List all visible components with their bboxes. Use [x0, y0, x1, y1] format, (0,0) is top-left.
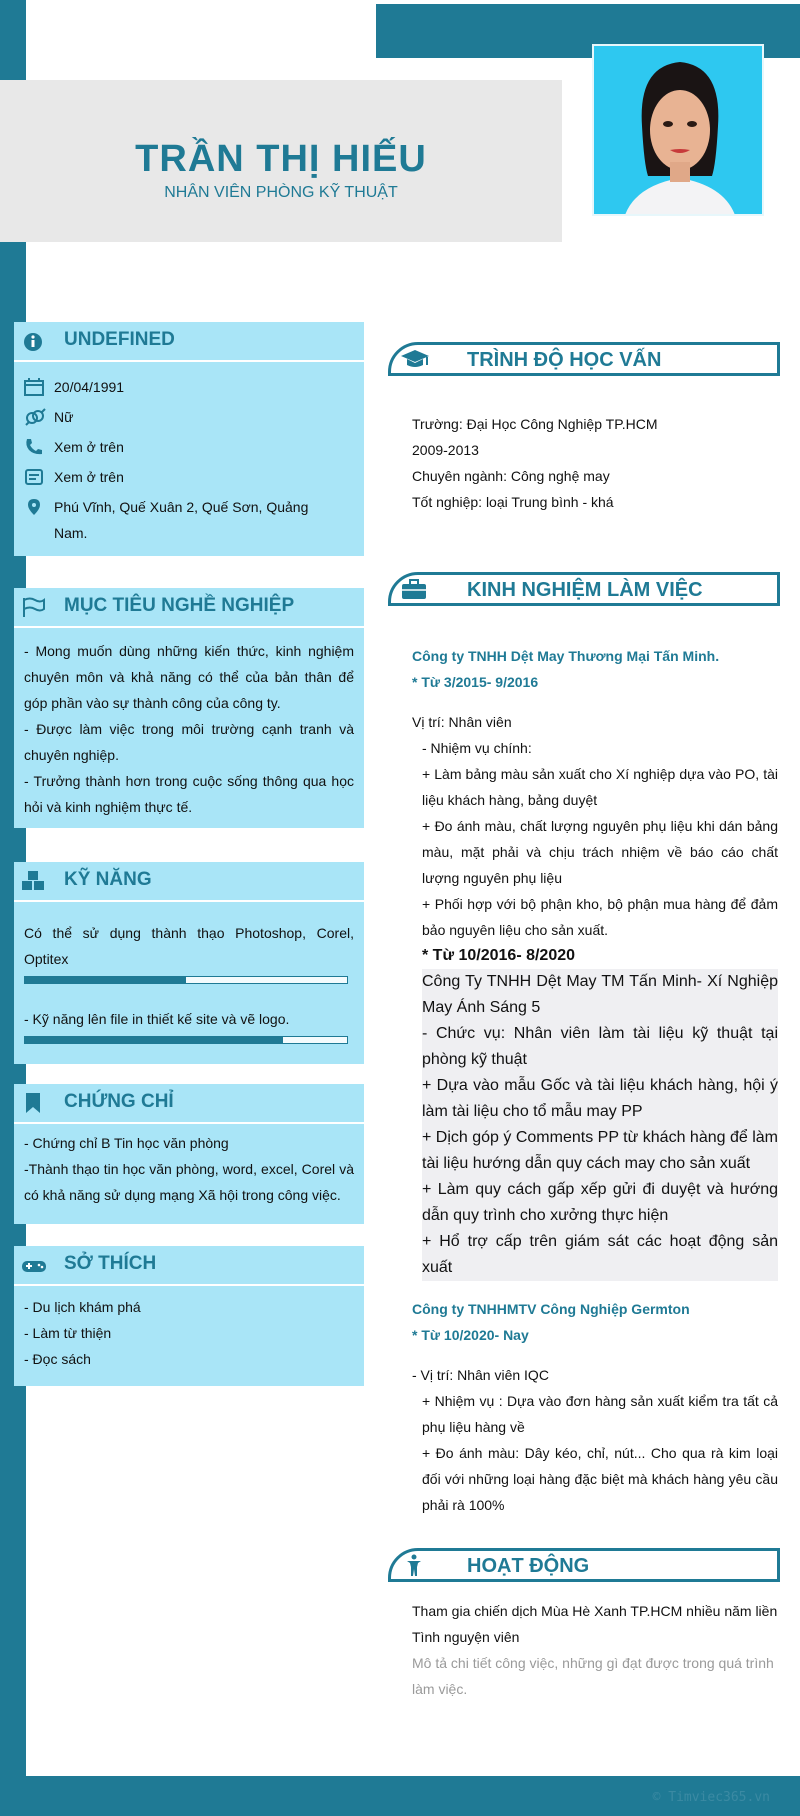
graduation-cap-icon: [399, 348, 429, 370]
address-line-1: Phú Vĩnh, Quế Xuân 2, Quế Sơn, Quảng: [54, 499, 309, 515]
hobbies-title: SỞ THÍCH: [64, 1253, 157, 1274]
certificates-title: CHỨNG CHỈ: [64, 1091, 174, 1112]
person-icon: [399, 1554, 429, 1576]
activities-title: HOẠT ĐỘNG: [467, 1555, 590, 1577]
job-duties: [412, 735, 778, 1281]
activity-line: Tham gia chiến dịch Mùa Hè Xanh TP.HCM nhiều năm liền: [412, 1603, 778, 1619]
skills-header: [14, 862, 364, 902]
job-company: Công ty TNHHMTV Công Nghiệp Germton: [412, 1301, 690, 1317]
experience-title: KINH NGHIỆM LÀM VIỆC: [467, 579, 703, 601]
activities-details: [412, 1598, 778, 1702]
job-detail-line: - Chức vụ: Nhân viên làm tài liệu kỹ thuật tại phòng kỹ thuật: [422, 1025, 778, 1068]
job-duty: + Đo ánh màu, chất lượng nguyên phụ liệu khi dán bảng màu, mặt phải và chịu trách nhiệm về báo cáo chất lượng nguyên phụ liệu: [422, 818, 778, 886]
job-detail-line: Công Ty TNHH Dệt May TM Tấn Minh- Xí Nghiệp May Ánh Sáng 5: [422, 973, 778, 1016]
job-period: * Từ 3/2015- 9/2016: [412, 674, 539, 690]
education-header: [388, 342, 780, 376]
flag-icon: [20, 596, 46, 618]
gender-value: Nữ: [54, 409, 74, 425]
job-duty: + Làm bảng màu sản xuất cho Xí nghiệp dựa vào PO, tài liệu khách hàng, bảng duyệt: [422, 766, 778, 808]
job-duties: [412, 1388, 778, 1518]
job-period: * Từ 10/2020- Nay: [412, 1327, 529, 1343]
hobbies-panel: [14, 1286, 364, 1386]
job-position: Vị trí: Nhân viên: [412, 714, 512, 730]
job-position: - Vị trí: Nhân viên IQC: [412, 1367, 549, 1383]
job-duty: + Nhiệm vụ : Dựa vào đơn hàng sản xuất kiểm tra tất cả phụ liệu hàng về: [422, 1393, 778, 1435]
education-major: Chuyên ngành: Công nghệ may: [412, 468, 610, 484]
skill-bar-fill: [25, 977, 186, 983]
candidate-role: NHÂN VIÊN PHÒNG KỸ THUẬT: [164, 184, 398, 201]
gamepad-icon: [20, 1254, 46, 1276]
phone-value: Xem ở trên: [54, 439, 124, 455]
email-icon: [24, 468, 44, 486]
education-school: Trường: Đại Học Công Nghiệp TP.HCM: [412, 416, 658, 432]
certificates-text: [24, 1130, 354, 1208]
email-value: Xem ở trên: [54, 469, 124, 485]
objective-line: - Được làm việc trong môi trường cạnh tranh và chuyên nghiệp.: [24, 721, 354, 763]
avatar: [592, 44, 764, 216]
job-duties-label: - Nhiệm vụ chính:: [422, 740, 532, 756]
job-detail-line: + Dịch góp ý Comments PP từ khách hàng để làm tài liệu hướng dẫn quy cách may cho sản xuất: [422, 1129, 778, 1172]
hobbies-text: [24, 1294, 354, 1372]
education-grade: Tốt nghiệp: loại Trung bình - khá: [412, 494, 614, 510]
birthday-value: 20/04/1991: [54, 379, 125, 395]
job-2: [412, 1296, 778, 1518]
footer-watermark: © Timviec365.vn: [652, 1790, 770, 1805]
education-title: TRÌNH ĐỘ HỌC VẤN: [467, 349, 662, 371]
objective-text: [24, 638, 354, 820]
frame-bar-top-left: [0, 0, 26, 80]
info-icon: [20, 330, 46, 352]
candidate-name: TRẦN THỊ HIẾU: [135, 138, 427, 180]
skills-title: KỸ NĂNG: [64, 869, 152, 890]
certificates-header: [14, 1084, 364, 1124]
activity-description: Mô tả chi tiết công việc, những gì đạt được trong quá trình làm việc.: [412, 1655, 774, 1697]
address-value: [54, 494, 354, 546]
frame-notch: [26, 1756, 48, 1776]
job-detail-line: + Dựa vào mẫu Gốc và tài liệu khách hàng, hội ý làm tài liệu cho tổ mẫu may PP: [422, 1077, 778, 1120]
map-pin-icon: [24, 498, 44, 516]
cubes-icon: [20, 870, 46, 892]
job-detail-line: + Hổ trợ cấp trên giám sát các hoạt động sản xuất: [422, 1233, 778, 1276]
objective-line: - Mong muốn dùng những kiến thức, kinh nghiệm chuyên môn và khả năng có thể của bản thân để góp phần vào sự thành công của công ty.: [24, 643, 354, 711]
hobby-item: - Đọc sách: [24, 1351, 91, 1367]
objective-header: [14, 588, 364, 628]
objective-title: MỤC TIÊU NGHỀ NGHIỆP: [64, 595, 295, 616]
job-period-2: * Từ 10/2016- 8/2020: [422, 947, 576, 964]
job-detail-block: [422, 969, 778, 1281]
gender-icon: [24, 408, 44, 426]
education-details: [412, 411, 778, 515]
info-title: UNDEFINED: [64, 329, 175, 350]
job-1: [412, 643, 778, 1281]
activity-line: Tình nguyện viên: [412, 1629, 520, 1645]
certificate-line: -Thành thạo tin học văn phòng, word, excel, Corel và có khả năng sử dụng mạng Xã hội trong công việc.: [24, 1161, 354, 1203]
briefcase-icon: [399, 578, 429, 600]
info-header: [14, 322, 364, 362]
hobbies-header: [14, 1246, 364, 1286]
skill-text-1: Có thể sử dụng thành thạo Photoshop, Corel, Optitex: [24, 925, 354, 967]
job-duty: + Đo ánh màu: Dây kéo, chỉ, nút... Cho qua rà kim loại đối với những loại hàng đặc biệt mà khách hàng yêu cầu phải rà 100%: [422, 1445, 778, 1513]
skill-bar-1: [24, 976, 348, 984]
hobby-item: - Du lịch khám phá: [24, 1299, 141, 1315]
address-line-2: Nam.: [54, 525, 88, 541]
certificate-line: - Chứng chỉ B Tin học văn phòng: [24, 1135, 229, 1151]
education-years: 2009-2013: [412, 442, 479, 458]
objective-line: - Trưởng thành hơn trong cuộc sống thông qua học hỏi và kinh nghiệm thực tế.: [24, 773, 354, 815]
skill-bar-2: [24, 1036, 348, 1044]
skill-bar-fill: [25, 1037, 283, 1043]
job-company: Công ty TNHH Dệt May Thương Mại Tấn Minh.: [412, 648, 720, 664]
job-duty: + Phối hợp với bộ phận kho, bộ phận mua hàng để đảm bảo nguyên liệu cho sản xuất.: [422, 896, 778, 938]
objective-panel: [14, 628, 364, 828]
certificates-panel: [14, 1124, 364, 1224]
info-panel: [14, 362, 364, 556]
skill-text-2: - Kỹ năng lên file in thiết kế site và vẽ logo.: [24, 1011, 290, 1027]
bookmark-icon: [20, 1092, 46, 1114]
activities-header: [388, 1548, 780, 1582]
job-detail-line: + Làm quy cách gấp xếp gửi đi duyệt và hướng dẫn quy trình cho xưởng thực hiện: [422, 1181, 778, 1224]
hobby-item: - Làm từ thiện: [24, 1325, 112, 1341]
experience-header: [388, 572, 780, 606]
calendar-icon: [24, 378, 44, 396]
phone-icon: [24, 438, 44, 456]
skills-panel: [14, 902, 364, 1064]
